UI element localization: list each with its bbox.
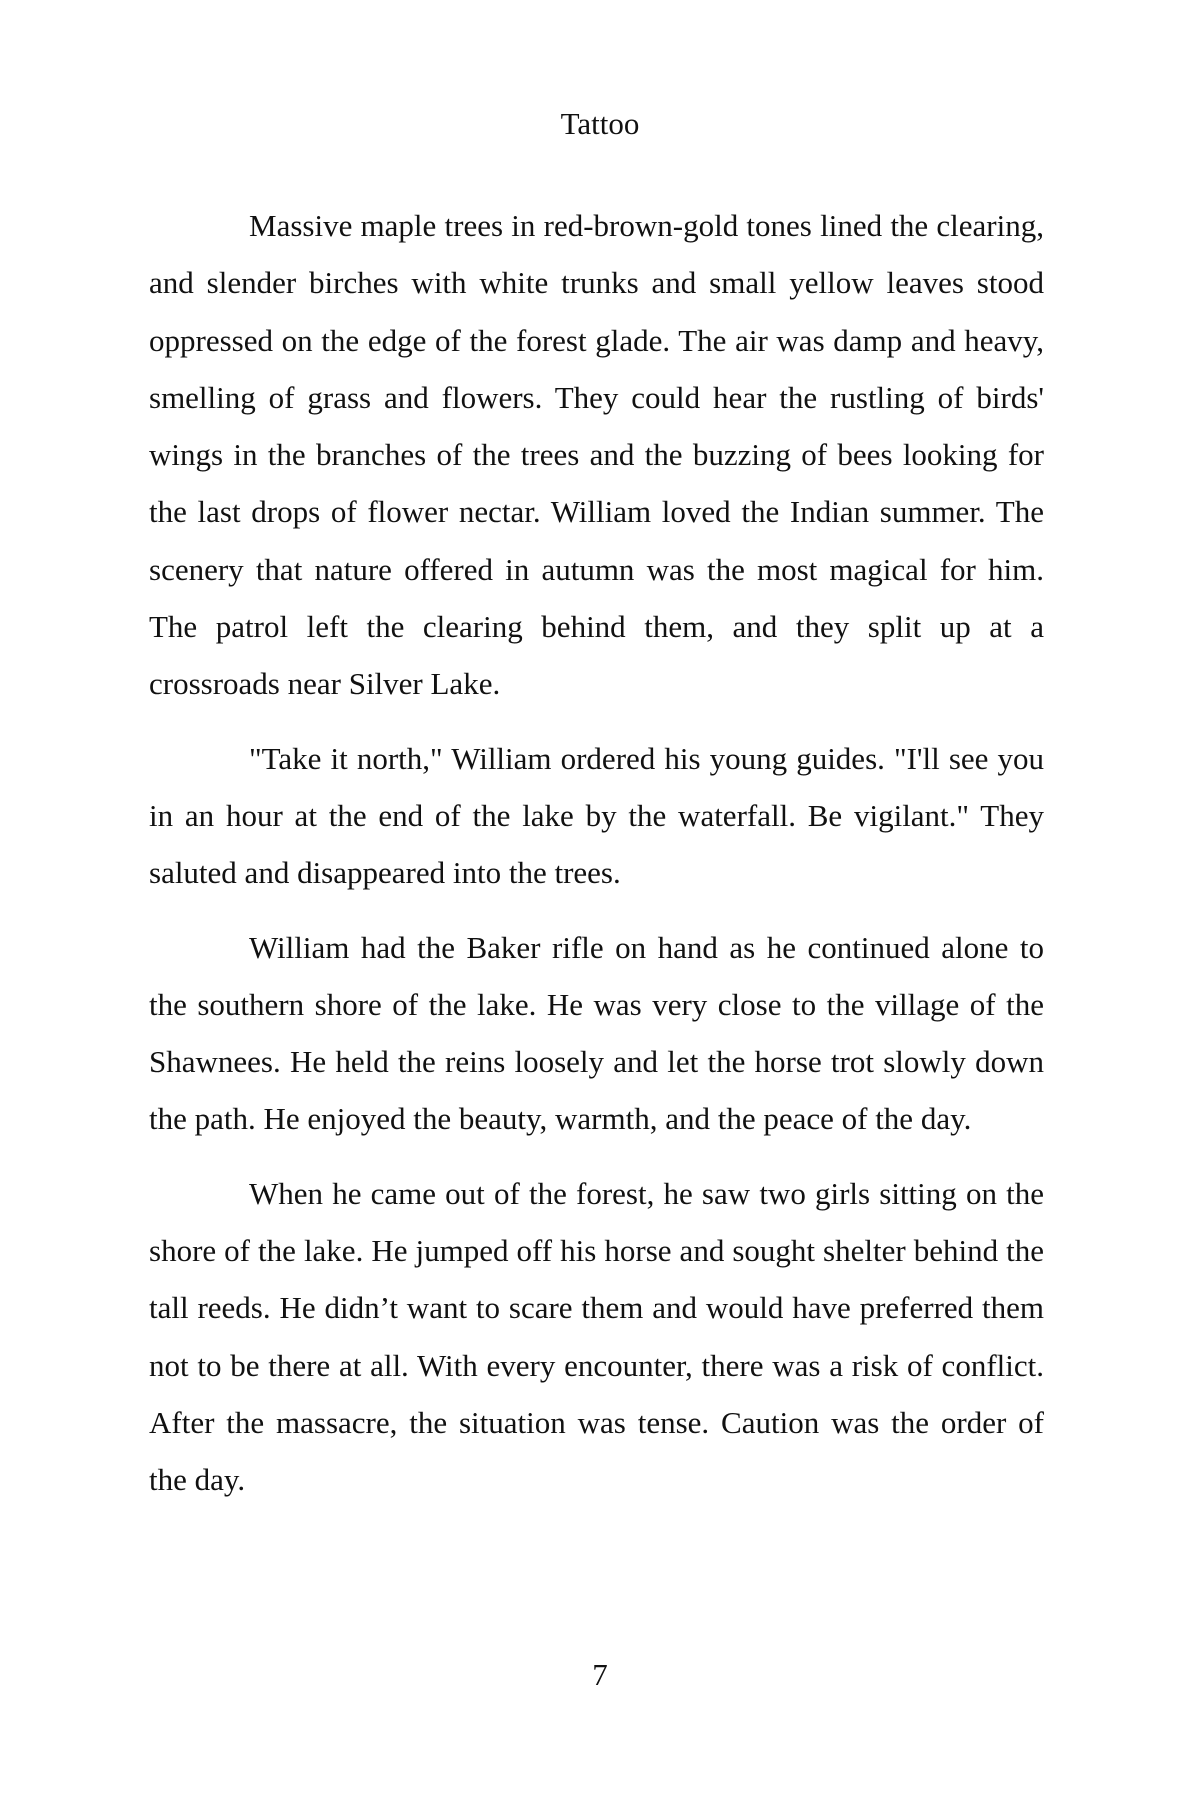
paragraph: William had the Baker rifle on hand as he continued alone to the southern shore of the lake. He was very close to the village of the Shawnees. He held the reins loosely and let the horse trot slowly down the path. He enjoyed the beauty, warmth, and the peace of the day. [149,929,1044,1137]
running-header-title: Tattoo [560,106,640,141]
page-number: 7 [592,1657,608,1692]
body-text [149,197,1044,1526]
paragraph: Massive maple trees in red-brown-gold tones lined the clearing, and slender birches with white trunks and small yellow leaves stood oppressed on the edge of the forest glade. The air was damp and heavy, smelling of grass and flowers. They could hear the rustling of birds' wings in the branches of the trees and the buzzing of bees looking for the last drops of flower nectar. William loved the Indian summer. The scenery that nature offered in autumn was the most magical for him. The patrol left the clearing behind them, and they split up at a crossroads near Silver Lake. [149,208,1044,702]
paragraph: When he came out of the forest, he saw two girls sitting on the shore of the lake. He jumped off his horse and sought shelter behind the tall reeds. He didn’t want to scare them and would have preferred them not to be there at all. With every encounter, there was a risk of conflict. After the massacre, the situation was tense. Caution was the order of the day. [149,1175,1044,1498]
paragraph: "Take it north," William ordered his young guides. "I'll see you in an hour at the end of the lake by the waterfall. Be vigilant." They saluted and disappeared into the trees. [149,740,1044,891]
